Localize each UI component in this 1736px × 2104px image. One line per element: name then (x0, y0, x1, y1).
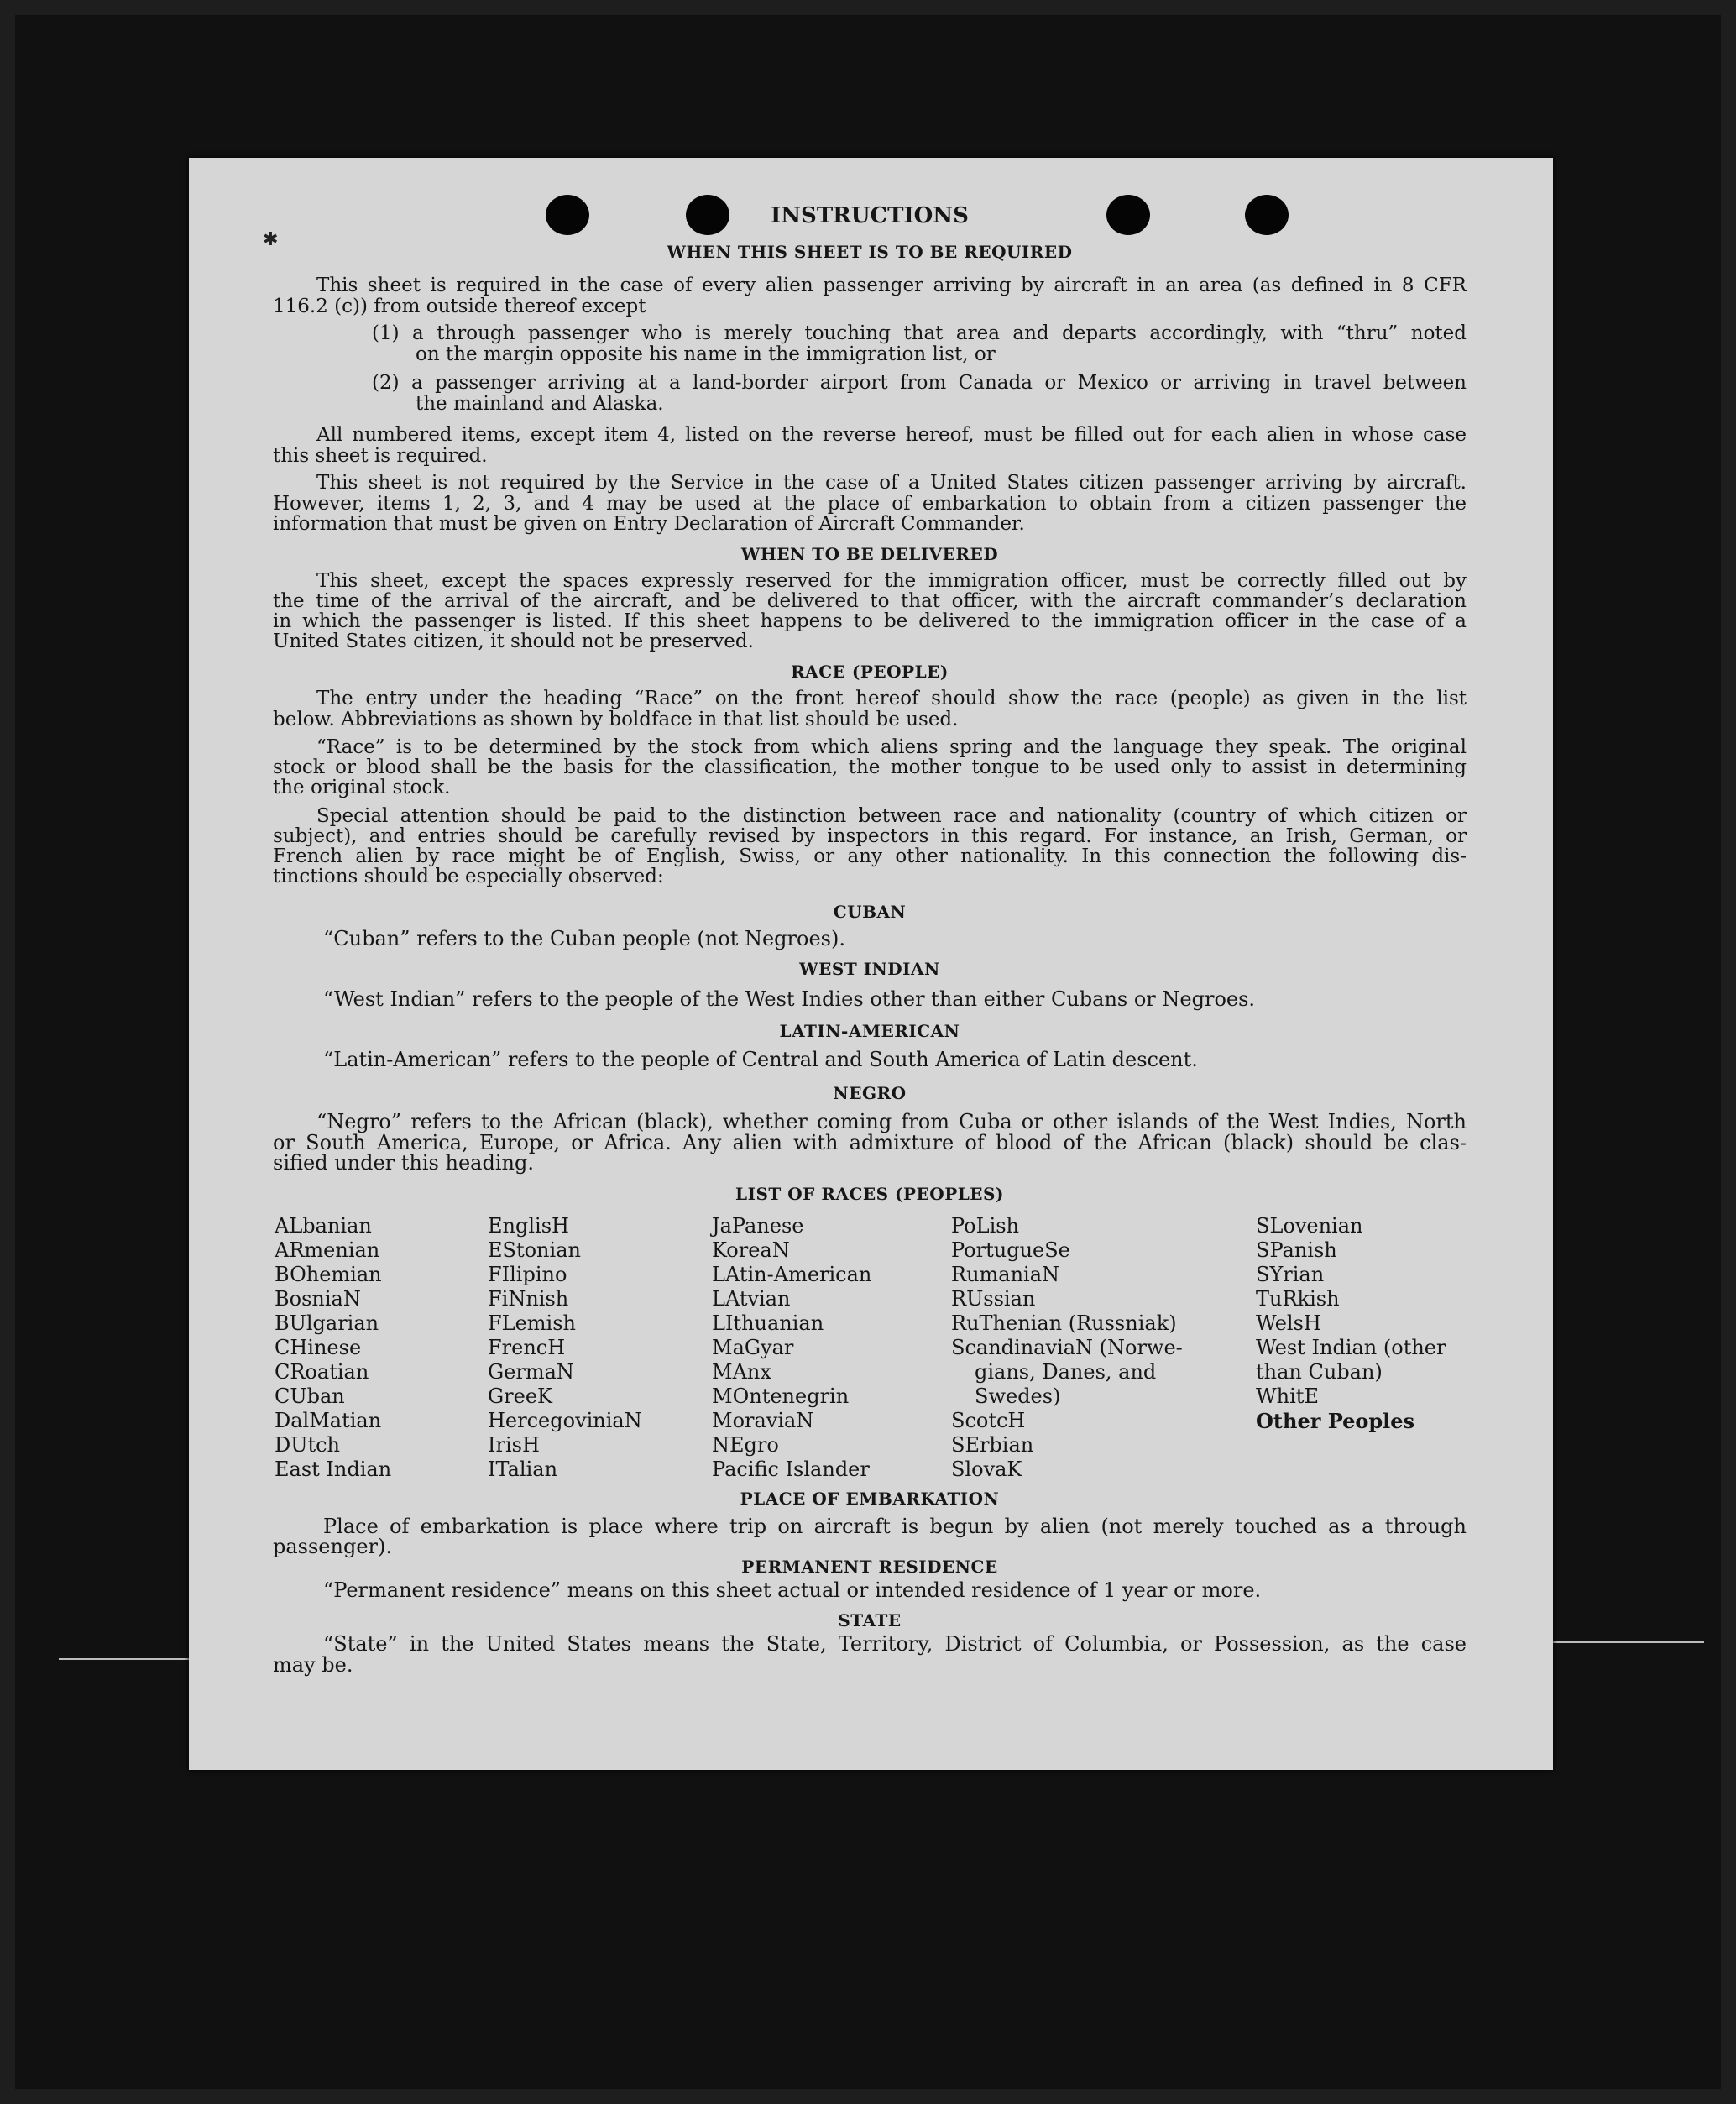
race-text-3b: subject), and entries should be carefully revised by inspectors in this regard. For instance, an Irish, German, or (273, 825, 1467, 847)
race-entry: PoLish (951, 1214, 1020, 1238)
state-text-2: may be. (273, 1653, 353, 1677)
heading-state: STATE (838, 1610, 902, 1630)
race-entry: ALbanian (275, 1214, 372, 1238)
instruction-sheet (189, 158, 1553, 1770)
race-entry: EStonian (488, 1238, 581, 1262)
state-text-1: “State” in the United States means the State, Territory, District of Columbia, or Possession, as the case (323, 1632, 1467, 1656)
race-entry: MAnx (712, 1360, 771, 1384)
race-entry: Other Peoples (1256, 1409, 1415, 1433)
race-entry: DalMatian (275, 1409, 382, 1432)
race-text-2c: the original stock. (273, 777, 451, 798)
required-text-1a: This sheet is required in the case of every alien passenger arriving by aircraft in an area (as defined in 8 CFR (316, 275, 1467, 296)
race-entry: BUlgarian (275, 1311, 379, 1335)
heading-west-indian: WEST INDIAN (799, 959, 940, 979)
race-entry: CUban (275, 1384, 345, 1408)
race-entry: NEgro (712, 1433, 779, 1457)
race-entry: JaPanese (712, 1214, 804, 1238)
race-entry: RuThenian (Russniak) (951, 1311, 1177, 1335)
required-text-3b: However, items 1, 2, 3, and 4 may be used at the place of embarkation to obtain from a citizen passenger the (273, 493, 1467, 515)
required-text-2b: this sheet is required. (273, 445, 488, 467)
race-entry: ScandinaviaN (Norwe- (951, 1336, 1183, 1359)
heading-residence: PERMANENT RESIDENCE (741, 1557, 998, 1577)
race-entry: CRoatian (275, 1360, 369, 1384)
race-entry: LAtin-American (712, 1263, 872, 1286)
race-entry: BosniaN (275, 1287, 361, 1311)
required-text-3c: information that must be given on Entry Declaration of Aircraft Commander. (273, 513, 1025, 535)
race-entry: FLemish (488, 1311, 576, 1335)
race-entry: RUssian (951, 1287, 1036, 1311)
required-text-3a: This sheet is not required by the Service in the case of a United States citizen passenger arriving by aircraft. (316, 472, 1467, 494)
race-entry: East Indian (275, 1458, 392, 1481)
embarkation-text-2: passenger). (273, 1535, 392, 1558)
races-column-3 (712, 1214, 871, 1482)
race-entry: MoraviaN (712, 1409, 814, 1432)
heading-cuban: CUBAN (833, 902, 907, 922)
race-entry: EnglisH (488, 1214, 569, 1238)
delivered-text-1: This sheet, except the spaces expressly reserved for the immigration officer, must be correctly filled out by (316, 570, 1467, 592)
heading-required: WHEN THIS SHEET IS TO BE REQUIRED (667, 242, 1073, 262)
race-entry: WhitE (1256, 1384, 1319, 1408)
heading-embarkation: PLACE OF EMBARKATION (740, 1489, 1000, 1509)
races-column-1 (275, 1214, 391, 1482)
race-entry: ARmenian (275, 1238, 380, 1262)
scan-mark: ✱ (263, 229, 279, 250)
race-entry: SPanish (1256, 1238, 1337, 1262)
race-entry: TuRkish (1256, 1287, 1340, 1311)
residence-text: “Permanent residence” means on this sheet actual or intended residence of 1 year or more. (323, 1578, 1262, 1602)
race-entry: ITalian (488, 1458, 558, 1481)
race-entry: FrencH (488, 1336, 566, 1359)
scan-line-right (1553, 1641, 1704, 1643)
race-entry: SlovaK (951, 1458, 1022, 1481)
race-text-2b: stock or blood shall be the basis for the classification, the mother tongue to be used only to assist in determining (273, 756, 1467, 778)
race-entry: MOntenegrin (712, 1384, 850, 1408)
negro-text-3: sified under this heading. (273, 1151, 534, 1175)
race-entry: GermaN (488, 1360, 574, 1384)
race-entry: CHinese (275, 1336, 362, 1359)
race-text-1a: The entry under the heading “Race” on the front hereof should show the race (people) as given in the list (316, 688, 1467, 709)
race-entry: IrisH (488, 1433, 540, 1457)
delivered-text-2: the time of the arrival of the aircraft, and be delivered to that officer, with the aircraft commander’s declaration (273, 590, 1467, 612)
race-entry: DUtch (275, 1433, 341, 1457)
delivered-text-3: in which the passenger is listed. If this sheet happens to be delivered to the immigration officer in the case of a (273, 610, 1467, 632)
race-entry: Pacific Islander (712, 1458, 870, 1481)
heading-race: RACE (PEOPLE) (791, 662, 949, 682)
race-entry: PortugueSe (951, 1238, 1070, 1262)
race-entry: than Cuban) (1256, 1360, 1383, 1384)
race-text-3d: tinctions should be especially observed: (273, 866, 664, 887)
required-item-2a: (2) a passenger arriving at a land-border airport from Canada or Mexico or arriving in travel between (372, 372, 1467, 394)
required-text-1b: 116.2 (c)) from outside thereof except (273, 296, 646, 317)
required-item-2b: the mainland and Alaska. (416, 393, 664, 415)
race-entry: GreeK (488, 1384, 552, 1408)
heading-negro: NEGRO (833, 1083, 907, 1103)
heading-list-of-races: LIST OF RACES (PEOPLES) (735, 1184, 1004, 1204)
negro-text-2: or South America, Europe, or Africa. Any alien with admixture of blood of the African (black) should be clas- (273, 1131, 1467, 1154)
required-text-2a: All numbered items, except item 4, listed on the reverse hereof, must be filled out for each alien in whose case (316, 424, 1467, 446)
race-entry: SErbian (951, 1433, 1034, 1457)
race-entry: LAtvian (712, 1287, 791, 1311)
race-entry: MaGyar (712, 1336, 794, 1359)
race-entry: SYrian (1256, 1263, 1325, 1286)
latin-american-text: “Latin-American” refers to the people of Central and South America of Latin descent. (323, 1048, 1198, 1071)
negro-text-1: “Negro” refers to the African (black), whether coming from Cuba or other islands of the West Indies, North (316, 1110, 1467, 1133)
required-item-1b: on the margin opposite his name in the immigration list, or (416, 343, 996, 365)
race-entry: LIthuanian (712, 1311, 824, 1335)
scan-line-left (59, 1658, 189, 1660)
race-text-2a: “Race” is to be determined by the stock from which aliens spring and the language they speak. The original (316, 736, 1467, 758)
race-text-3c: French alien by race might be of English, Swiss, or any other nationality. In this connection the following dis- (273, 845, 1467, 867)
races-column-5 (1256, 1214, 1446, 1433)
races-column-4 (951, 1214, 1183, 1482)
race-entry: BOhemian (275, 1263, 382, 1286)
race-entry: gians, Danes, and (975, 1360, 1157, 1384)
heading-latin-american: LATIN-AMERICAN (779, 1021, 960, 1041)
race-entry: RumaniaN (951, 1263, 1060, 1286)
race-entry: West Indian (other (1256, 1336, 1446, 1359)
race-text-1b: below. Abbreviations as shown by boldface in that list should be used. (273, 709, 959, 730)
race-text-3a: Special attention should be paid to the distinction between race and nationality (country of which citizen or (316, 805, 1467, 827)
embarkation-text-1: Place of embarkation is place where trip on aircraft is begun by alien (not merely touched as a through (323, 1515, 1467, 1538)
race-entry: FiNnish (488, 1287, 569, 1311)
heading-delivered: WHEN TO BE DELIVERED (740, 544, 999, 564)
race-entry: SLovenian (1256, 1214, 1363, 1238)
race-entry: KoreaN (712, 1238, 790, 1262)
race-entry: WelsH (1256, 1311, 1321, 1335)
race-entry: ScotcH (951, 1409, 1026, 1432)
races-column-2 (488, 1214, 642, 1482)
page-title: INSTRUCTIONS (771, 203, 969, 228)
delivered-text-4: United States citizen, it should not be preserved. (273, 631, 754, 652)
cuban-text: “Cuban” refers to the Cuban people (not Negroes). (323, 927, 845, 950)
required-item-1a: (1) a through passenger who is merely touching that area and departs accordingly, with “thru” noted (372, 322, 1467, 344)
race-entry: Swedes) (975, 1384, 1061, 1408)
race-entry: FIlipino (488, 1263, 567, 1286)
race-entry: HercegoviniaN (488, 1409, 642, 1432)
west-indian-text: “West Indian” refers to the people of the West Indies other than either Cubans or Negroes. (323, 987, 1256, 1011)
